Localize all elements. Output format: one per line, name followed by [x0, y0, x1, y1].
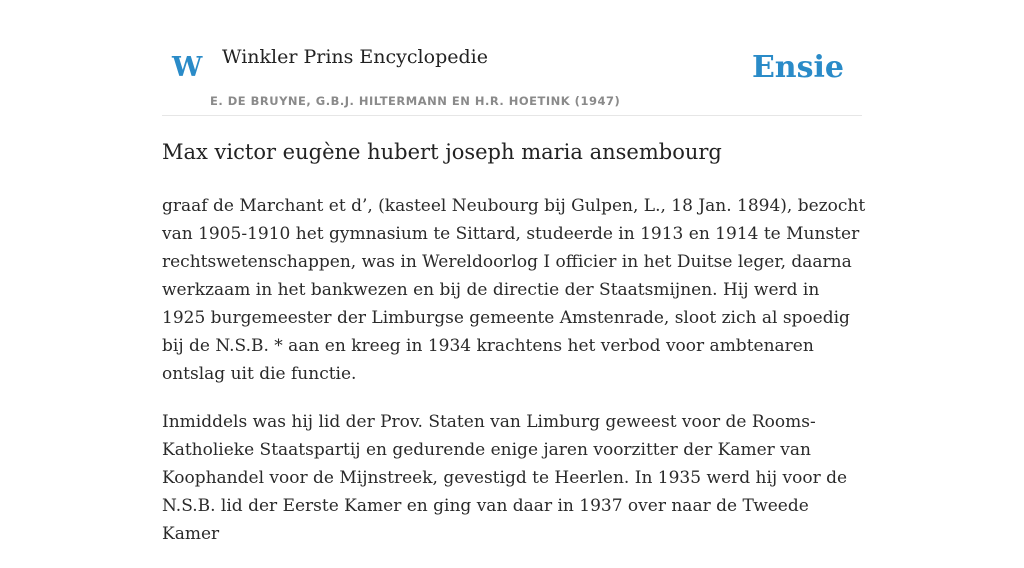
article-title: Max victor eugène hubert joseph maria ansembourg	[162, 140, 722, 164]
source-header	[162, 40, 862, 116]
brand-logo-link[interactable]: Ensie	[751, 50, 844, 85]
article-paragraph: graaf de Marchant et d’, (kasteel Neubourg bij Gulpen, L., 18 Jan. 1894), bezocht van 1905-1910 het gymnasium te Sittard, studeerde in 1913 en 1914 te Munster rechtswetenschappen, was in Wereldoorlog I officier in het Duitse leger, daarna werkzaam in het bankwezen en bij de directie der Staatsmijnen. Hij werd in 1925 burgemeester der Limburgse gemeente Amstenrade, sloot zich al spoedig bij de N.S.B. * aan en kreeg in 1934 krachtens het verbod voor ambtenaren ontslag uit die functie.	[162, 196, 866, 384]
article-paragraph: Inmiddels was hij lid der Prov. Staten van Limburg geweest voor de Rooms-Katholieke Staatspartij en gedurende enige jaren voorzitter der Kamer van Koophandel voor de Mijnstreek, gevestigd te Heerlen. In 1935 werd hij voor de N.S.B. lid der Eerste Kamer en ging van daar in 1937 over naar de Tweede Kamer	[162, 412, 848, 544]
source-authors: E. DE BRUYNE, G.B.J. HILTERMANN EN H.R. HOETINK (1947)	[210, 94, 621, 108]
article-body	[162, 192, 866, 568]
source-title[interactable]: Winkler Prins Encyclopedie	[222, 46, 488, 68]
source-logo-icon: W	[172, 52, 203, 83]
